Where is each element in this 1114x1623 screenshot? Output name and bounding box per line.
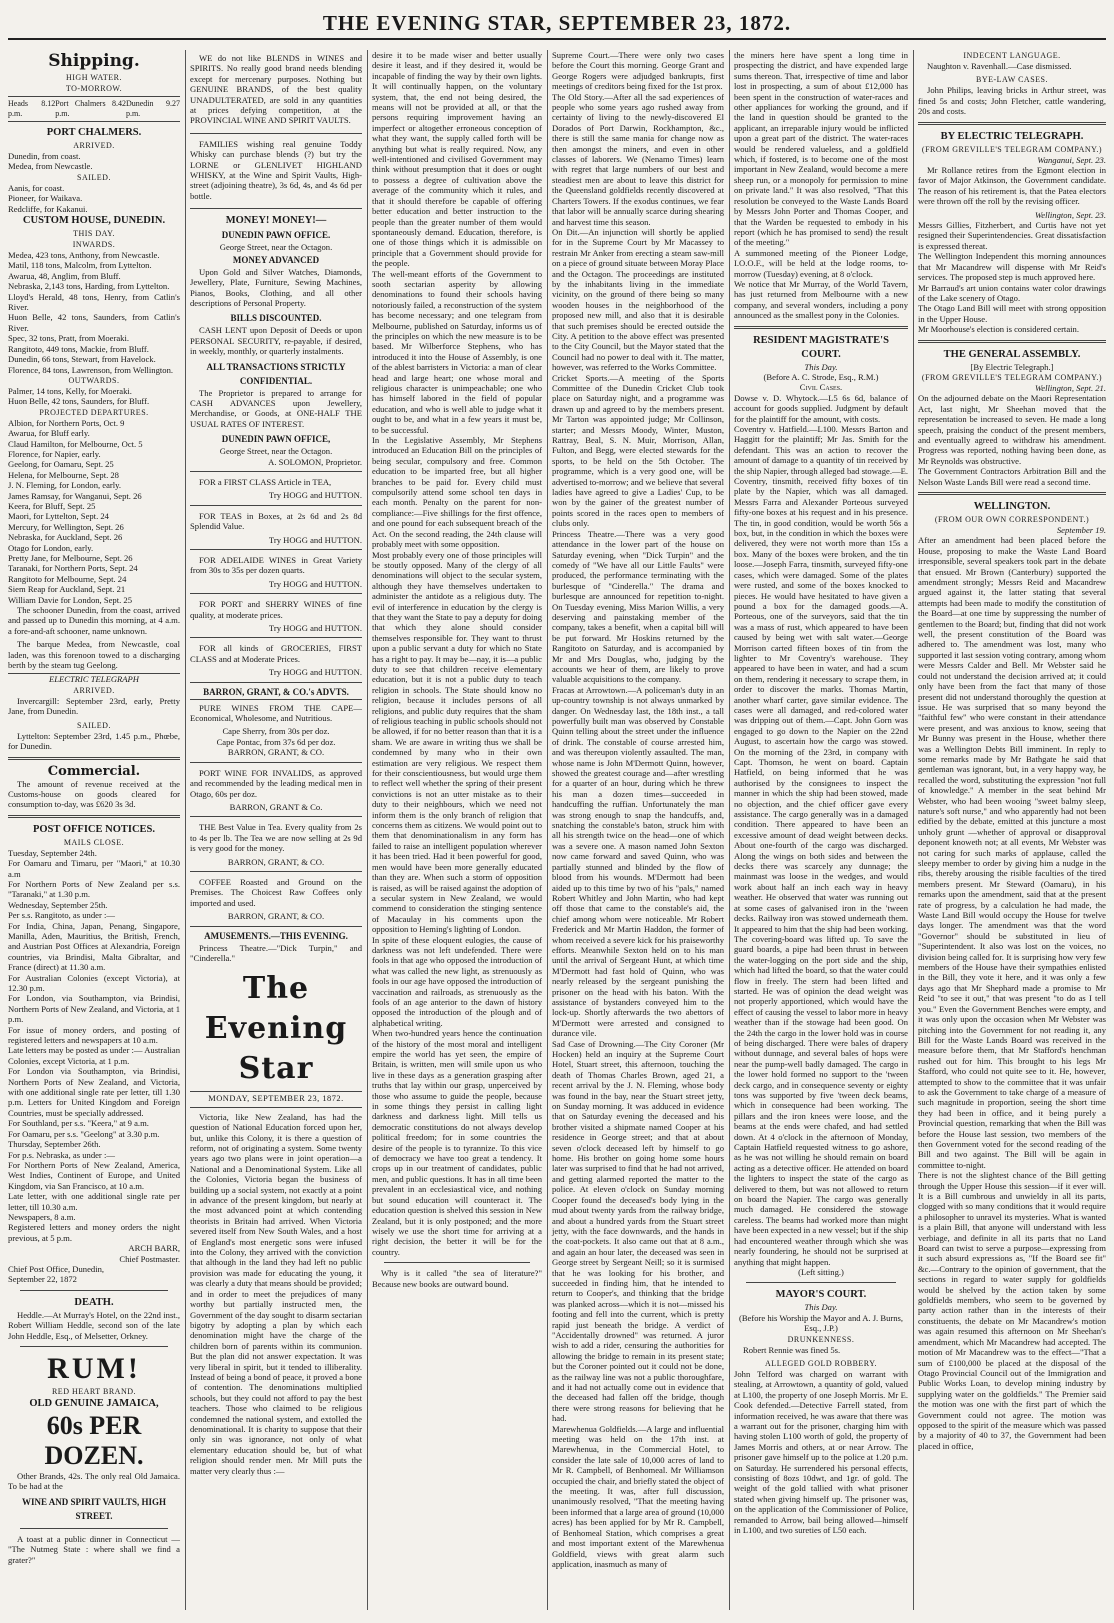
rmc-this-day: This Day. bbox=[804, 361, 838, 372]
high-water-heading: HIGH WATER. bbox=[65, 73, 122, 82]
tide-heads: Heads 8.12 p.m. bbox=[8, 99, 56, 118]
column-4 bbox=[552, 50, 724, 1610]
ga-source: (FROM GREVILLE'S TELEGRAM COMPANY.) bbox=[921, 372, 1103, 382]
outwards-list: Palmer, 14 tons, Kelly, for Moeraki. Huon Belle, 42 tons, Saunders, for Bluff. bbox=[8, 385, 150, 407]
column-5 bbox=[734, 50, 911, 1610]
mayors-before: (Before his Worship the Mayor and A. J. Burns, Esq., J.P.) bbox=[738, 1312, 904, 1334]
amusements-text: Princess Theatre.—"Dick Turpin," and "Cinderella." bbox=[190, 942, 362, 963]
death-heading: DEATH. bbox=[74, 1296, 114, 1308]
groceries-text: FOR all kinds of GROCERIES, FIRST CLASS and at Moderate Prices. bbox=[190, 643, 362, 664]
barron-grant: BARRON, GRANT & Co. bbox=[229, 801, 323, 812]
port-sherry-advert bbox=[190, 596, 362, 638]
projected-departures-list: Albion, for Northern Ports, Oct. 9 Awarua, for Bluff early. Claud Hamilton, for Melbourne, Oct. 5 Florence, for Napier, early. Geelong, for Oamaru, Sept. 25 Helena, for Melbourne, Sept. 28 J. N. Fleming, for London, early. James Ramsay, for Wanganui, Sept. 26 Keera, for Bluff, Sept. 25 Maori, for Lyttelton, Sept. 24 Mercury, for Wellington, Sept. 26 Nebraska, for Auckland, Sept. 26 Otago for London, early. Pretty Jane, for Melbourne, Sept. 26 Taranaki, for Northern Ports, Sept. 24 Rangitoto for Melbourne, Sept. 24 Siem Reap for Auckland, Sept. 21 William Davie for London, Sept. 25 bbox=[8, 417, 143, 605]
indecent-language-label: INDECENT LANGUAGE. bbox=[963, 51, 1061, 60]
column-1 bbox=[8, 50, 180, 1610]
mayors-this-day: This Day. bbox=[804, 1302, 838, 1313]
all-transactions: ALL TRANSACTIONS STRICTLY CONFIDENTIAL. bbox=[206, 361, 346, 386]
el-arrived-text: Invercargill: September 23rd, early, Pretty Jane, from Dunedin. bbox=[8, 695, 180, 717]
newspaper-page bbox=[8, 6, 1106, 1617]
editorial-paragraph: Victoria, like New Zealand, has had the question of National Education forced upon her, but, unlike this Colony, it is there a question of reform, not of originating a system. Some twenty years ago two plans were in joint operation—a National and a Denominational System. Like all the Colonies, Victoria began the business of building up a social system, not exactly at a point in advance of the present kingdom, but nearly at the most advanced point at which contending theorists in Britain had arrived. When Victoria severed itself from New South Wales, and a host of England's most energetic sons were infused into the Colony, they arrived with the conviction that although in the land they had left no public provision was made for educating the young, it was clearly a duty that means should be provided; and in order to meet the prejudices of many worthy but partially instructed men, the Government of the day sought to disarm sectarian bigotry by adopting a plan by which each denomination might have the charge of the children born of parents within its communion. But the plan did not answer expectation. It was very liberal in spirit, but it tended to illiberality. Instead of being a bond of peace, it proved a bone of contention. The denominations multiplied schools, but they could not afford to pay the best teachers. Those who claimed to be religious condemned the national system, and extolled the denominational. It is charity to suppose that their only sin was ignorance, not only of what elementary education should be, but of what religion should render men. Mr Mill puts the matter very clearly thus :— bbox=[190, 1111, 362, 1476]
pawn-office-title-2: DUNEDIN PAWN OFFICE, bbox=[221, 434, 331, 445]
electric-telegraph-heading: ELECTRIC TELEGRAPH bbox=[8, 673, 180, 684]
schooner-paragraph: The schooner Dunedin, from the coast, arrived and passed up to Dunedin this morning, at 4 a.m. a fore-and-aft schooner, name unknown. bbox=[8, 605, 180, 636]
hogg-hutton: Try HOGG and HUTTON. bbox=[268, 490, 362, 501]
divider bbox=[8, 815, 180, 818]
pawn-office-title: DUNEDIN PAWN OFFICE. bbox=[221, 230, 331, 241]
el-sailed-label: SAILED. bbox=[77, 720, 111, 730]
port-wine-advert bbox=[190, 765, 362, 818]
rum-old-genuine: OLD GENUINE JAMAICA, bbox=[29, 1398, 159, 1409]
barron-grant: BARRON, GRANT, & CO. bbox=[227, 747, 325, 758]
wellington-letter: After an amendment had been placed before the House, proposing to make the Waste Land Board irresponsible, several speakers took part in the debate that ensued. Mr Brown (Canterbury) supported the amendment strongly; Messrs Reid and Macandrew argued against it, the latter stating that several attempts had been made to modify the constitution of the Board—at one time by suppressing the number of gentlemen to the Board; but, finding that did not work well, the present constitution of the Board was adhered to. The amendment was lost, many who supported it last session voting contrary, among whom were Messrs Calder and Bell. Mr Webster said he could not understand the decision arrived at; it could only have been from the fact that many of those present did not understand thoroughly the question at issue. He was surprised that so many beyond the "faithful few" who were constant in their attendance were present, and was anxious to know, seeing that Mr Bunny was present in the House, whether there was a Wellington Debts Bill imminent. In reply to some remarks made by Mr Bathgate he said that gentleman was ignorant, but, in a very happy way, he recalled the word, substituting the expression "not full of knowledge." A member in the seat behind Mr Webster, who had been wooing "sweet balmy sleep, nature's soft nurse," and who apparently had not been edified by the debate, emitted at this juncture a most unholy grunt —whether of approval or disapproval deponent knoweth not; at all events, Mr Webster was not caring for such marks of applause, called the sleepy member to order by giving him a nudge in the ribs, thereby arousing the risible faculties of the tired members present. Mr Steward (Oamaru), in his remarks upon the amendment, said that at the present rate of progress, by a calculation he had made, the Waste Land Bill would occupy the House for twelve days longer. The amendment was that the word "Governor" should be substituted in lieu of "Superintendent. It also was lost on the voices, no division being called for. It is surprising how very few members of the House have their sympathies enlisted in the Bill, they vote it here, and it was only a few days ago that Mr Shephard made a promise to Mr Reid "to see it out," that was present "to do as I tell you." Even the Government Benches were empty, and it was only upon the occasion when Mr Webster was pitching into the Government for not reading it, any Bill for the Waste Lands Board was received in the measure before them, that Mr Stafford's henchman rushed out for him. This brought to his legs Mr Stafford, who could not quite see to it. He, however, attempted to show to the committee that it was unfair to ask the Government to take charge of a measure of such magnitude in proportion, seeing the short time they had been in office, and it being purely a Provincial question, remarking that when the Bill was before the House last session, two members of the then Government voted for the second reading of the Bill and two against. The Bill will be again in committee to-night. There is not the slightest chance of the Bill getting through the Upper House this session—if it ever will. It is a Bill cumbrous and unwieldy in all its parts, clogged with so many conditions that it would require a philosopher to unravel its mysteries. What is wanted is a plain Bill, that anyone will understand with less verbiage, and definite in all its parts that no Land Board can twist to serve a purpose—expressing from it such absurd expressions as, "If the Board see fit" &c.—Contrary to the opinion of government, that the sections in regard to water supply for goldfields would be shelved by the action taken by some goldfields members, who seem to be governed by party action rather than in the interests of their constituents, the debate on Mr Macandrew's motion was again resumed this afternoon on Mr Sheehan's amendment, which Mr Macandrew had accepted. The motion of Mr Macandrew was to the effect—"That a sum of £100,000 be placed at the disposal of the Otago Provincial Council out of the Immigration and Public Works Loan, to develop mining industry by supplying water on the goldfields." The Premier said the motion was one with the first part of which the Government could not agree. The motion was opposed to the spirit of the measure which was passed by a majority of 40 to 37, the Government had been placed in office, bbox=[918, 535, 1106, 1451]
ga-by-telegraph: [By Electric Telegraph.] bbox=[970, 361, 1054, 372]
commercial-heading: Commercial. bbox=[47, 763, 141, 779]
column-rule bbox=[547, 50, 548, 1610]
column-rule bbox=[367, 50, 368, 1610]
cape-text: PURE WINES FROM THE CAPE— Economical, Wholesome, and Nutritious. bbox=[190, 702, 362, 724]
el-sailed-text: Lyttelton: September 23rd, 1.45 p.m., Phœbe, for Dunedin. bbox=[8, 730, 180, 752]
pawn-address-2: George Street, near the Octagon. bbox=[219, 446, 333, 457]
column-rule bbox=[185, 50, 186, 1610]
rmc-body: Dowse v. D. Whytock.—L5 6s 6d, balance of account for goods supplied. Judgment by default for the plaintiff for the amount, with costs. Coventry v. Hatfield.—L100. Messrs Barton and Haggitt for the plaintiff; Mr Jas. Smith for the defendant. This was an action to recover the amount of damage to a quantity of tin received by the ship Napier, through alleged bad stowage.—E. Coventry, tinsmith, received fifty boxes of tin plate by the Napier, which was all damaged. Messrs Farra and Alexander Porteous surveyed fifty-one boxes at his request and in his presence. The tin, in good condition, would be worth 56s a box, but, in the condition in which the boxes were delivered, they were not worth more than 15s a box. Many of the boxes were broken, and the tin loose.—Joseph Farra, tinsmith, surveyed fifty-one cases, which were damaged. Some of the plates were rusted, and some of the boxes knocked to pieces. He would have hesitated to have given a pound a box for the damaged goods.—A. Porteous, one of the surveyors, said that the tin was a mass of rust, which appeared to have been caused by being wet with salt water.—George Morrison carted fifteen boxes of tin from the lighter to Mr Coventry's warehouse. They appeared to have been in water, and had a scum on them, rendering it necessary to scrape them, in order to discover the marks. Thomas Martin, another wharf carter, gave similar evidence. The cases were all damaged, and red-colored water was dripping out of them.—Capt. John Gorn was engaged to go down to the Napier on the 22nd August, to ascertain how the cargo was stowed. On the morning of the 23rd, in company with Capt. Thomson, he went on board. Captain Hatfield, on being informed that he was authorised by the consignees to inspect the manner in which the ship had been stowed, made no objection, and the chief officer gave every assistance. The cargo generally was in a damaged condition. There appeared to have been an excessive amount of dead weight between decks. About one-fourth of the cargo was discharged. Along the wings on both sides and between the decks there was scarcely any dunnage; the mainmast was loose in the wedges, and would work about half an inch each way in heavy weather. He observed that water was running out at some cases of galvanised iron in the 'tween decks. Railway iron was stowed underneath them. It appeared to him that the ship had been working. The covering-board was lifted up. To save the guard boards, a pipe had been thrust in between the water-logging on the port side and the ship, which had lifted the board, so that the water could flow in freely. The stern had been lifted and started. He was of opinion the dead weight was not properly apportioned, which would have the effect of causing the vessel to labor more in heavy weather than if the stowage had been good. On the 24th the cargo in the lower hold was in course of being discharged. There were bales of drapery without dunnage, and several bales of hops were near the pump-well badly damaged. The cargo in the lower hold formed no support to the 'tween deck cargo, and in consequence seventy or eighty tons was supported by five 'tween deck beams, which in consequence had been working. The pillars and the iron knees were loose, and the beams at the ends were chafed, and had settled down. At 4 o'clock in the afternoon of Monday, Captain Hatfield requested witness to go ashore, as he was not willing he should remain on board acting as a detective officer. He attended on board the lighters to inspect the state of the cargo as delivered to them, but was not allowed to return on board the Napier. The cargo was generally much damaged. He considered the stowage careless. The beams had worked more than might have been expected in a new vessel; but if the ship had encountered weather through which she was nearly foundering, he should not be surprised at anything that might happen. bbox=[734, 392, 908, 1267]
bye-law-text: John Philips, leaving bricks in Arthur street, was fined 5s and costs; John Fletcher, cattle wandering, 20s and costs. bbox=[918, 85, 1106, 117]
indecent-text: Naughton v. Ravenhall.—Case dismissed. bbox=[927, 61, 1072, 71]
outwards-label: OUTWARDS. bbox=[68, 375, 120, 385]
hogg-hutton: Try HOGG and HUTTON. bbox=[268, 578, 362, 589]
rum-vaults: WINE AND SPIRIT VAULTS, HIGH STREET. bbox=[22, 1496, 166, 1521]
sailed-label: SAILED. bbox=[77, 172, 111, 182]
money-heading: MONEY! MONEY!— bbox=[225, 215, 327, 227]
el-arrived-label: ARRIVED. bbox=[73, 685, 115, 695]
divider bbox=[20, 1346, 168, 1347]
money-advanced: MONEY ADVANCED bbox=[232, 254, 320, 265]
port-wine-text: PORT WINE FOR INVALIDS, as approved and recommended by the leading medical men in Otago, 60s per doz. bbox=[190, 767, 362, 799]
tide-dunedin: Dunedin 9.27 p.m. bbox=[125, 99, 181, 118]
solomon-signature: A. SOLOMON, Proprietor. bbox=[268, 456, 362, 467]
tide-table bbox=[8, 96, 180, 122]
wanganui-dateline: Wanganui, Sept. 23. bbox=[1037, 154, 1106, 165]
newspaper-title: The Evening Star bbox=[204, 971, 348, 1087]
divider bbox=[20, 1528, 168, 1529]
page-masthead: THE EVENING STAR, SEPTEMBER 23, 1872. bbox=[8, 6, 1106, 40]
own-correspondent: (FROM OUR OWN CORRESPONDENT.) bbox=[934, 515, 1090, 524]
barron-heading: BARRON, GRANT, & CO.'s ADVTS. bbox=[190, 685, 362, 700]
by-electric-telegraph-heading: BY ELECTRIC TELEGRAPH. bbox=[940, 130, 1084, 142]
hogg-hutton: Try HOGG and HUTTON. bbox=[268, 623, 362, 634]
families-advert bbox=[190, 136, 362, 209]
shipping-heading: Shipping. bbox=[48, 51, 140, 71]
tea-advert-1 bbox=[190, 474, 362, 506]
coffee-advert bbox=[190, 874, 362, 927]
divider bbox=[918, 340, 1106, 343]
blends-advert bbox=[190, 50, 362, 134]
groceries-advert bbox=[190, 640, 362, 682]
hogg-hutton: Try HOGG and HUTTON. bbox=[268, 534, 362, 545]
inwards-list: Medea, 423 tons, Anthony, from Newcastle. Matil, 118 tons, Malcolm, from Lyttelton. Awarua, 48, Anglim, from Bluff. Nebraska, 2,143 tons, Harding, from Lyttelton. Lloyd's Herald, 48 tons, Henry, from Catlin's River. Huon Belle, 42 tons, Saunders, from Catlin's River. Spec, 32 tons, Pratt, from Moeraki. Rangitoto, 449 tons, Mackie, from Bluff. Dunedin, 66 tons, Stewart, from Havelock. Florence, 84 tons, Lawrenson, from Wellington. bbox=[8, 250, 180, 375]
port-chalmers-heading: PORT CHALMERS. bbox=[46, 127, 142, 138]
local-news-body: Supreme Court.—There were only two cases before the Court this morning. George Grant and George Rogers were adjudged bankrupts, first meetings of creditors being fixed for the 1st prox. The Old Story.—After all the sad experiences of people who some years ago rushed away from certainty of living to the newly-discovered El Dorados of Port Darwin, Rockhampton, &c., there is still the same mania for change now as then amongst the miners, and even in other classes of laborers. We (Nenamo Times) learn with regret that large numbers of our best and steadiest men are about to leave this district for the Queensland goldfields recently discovered at Charters Towers. If the exodus continues, we fear that labor will be annually scarce during shearing and harvest time this season. On Dit.—An injunction will shortly be applied for in the Supreme Court by Mr Macassey to restrain Mr Anker from erecting a steam saw-mill on a piece of ground situate between Moray Place and the Octagon. The proceedings are instituted by the inhabitants living in the immediate vicinity, on the ground of there being so many wooden houses in the neighborhood of the proposed new mill, and also that it is desirable that such premises should be erected outside the City. A petition to the above effect was presented to the City Council, but the Mayor stated that the Council had no power to deal with it. The matter, however, was referred to the Works Committee. Cricket Sports.—A meeting of the Sports Committee of the Dunedin Cricket Club took place on Saturday night, and a programme was drawn up and agreed to by the members present. Mr Tarton was appointed judge; Mr Collinson, starter; and Messrs Moody, Winter, Muston, Rattray, Beal, S. N. Muir, Morrison, Allan, Fulton, and Begg, were elected stewards for the sports, to be held on the 5th October. The programme, which is a very good one, will be advertised to-morrow; and we believe that several ladies have agreed to give a Ladies' Cup, to be won by the gainer of the greatest number of points scored in the races open to members of clubs only. Princess Theatre.—There was a very good attendance in the lower part of the house on Saturday evening, when "Dick Turpin" and the comedy of "We have all our Little Faults" were produced, the performance terminating with the burlesque of "Cinderella." The drama and burlesque are announced for repetition to-night. On Tuesday evening, Miss Marion Willis, a very deserving and painstaking member of the company, takes a benefit, when a capital bill will be put forward. Mr Hoskins returned by the Rangitoto on Saturday, and is accompanied by Mr and Mrs Douglas, who, judging by the accounts we hear of them, are likely to prove valuable acquisitions to the company. Fracas at Arrowtown.—A policeman's duty in an up-country township is not always unmarked by danger. On Wednesday last, the 18th inst., a tall powerfully built man was observed by Constable Quinn telling about the street under the influence of drink. The constable of course arrested him, and was thereupon violently assaulted. The man, whose name is John M'Dermott Quinn, however, showed the greatest courage and—after wrestling for a quarter of an hour, during which he threw his man a dozen times—succeeded in handcuffing the ruffian. Unfortunately the man was strong enough to snap the handcuffs, and, snatching the constable's baton, struck him with all his strength twice on the head—one of which was a severe one. A mason named John Sexton now came forward and saved Quinn, who was partially stunned and blinded by the flow of blood from his wounds. M'Dermott had been aided up to this time by two of his "pals," named Robert Whitley and John Martin, who had kept off those that came to the constable's aid, the chief among whom were noticeable. Mr Robert Frederick and Mr Martin Haddon, the former of whom received a severe kick for his praiseworthy efforts. Meanwhile Sexton held on to his man until the arrival of Sergeant Hunt, at which time M'Dermott had fast hold of Quinn, who was nearly released by the sergeant punishing the prisoner on the head with his baton. With the assistance of bystanders conveyed him to the lock-up. Shortly afterwards the two abettors of M'Dermott were arrested and consigned to durance vile. Sad Case of Drowning.—The City Coroner (Mr Hocken) held an inquiry at the Supreme Court Hotel, Stuart street, this afternoon, touching the death of Thomas Charles Brown, aged 21, a recent arrival by the J. N. Fleming, whose body was found in the bay, near the Stuart street jetty, on Sunday morning. It was adduced in evidence that on Saturday evening the deceased and his brother visited a shipmate named Cooper at his residence in George street; and that at about seven o'clock deceased left by himself to go home. His brother on going home some hours later was surprised to find that he had not arrived, and getting alarmed reported the matter to the police. At eleven o'clock on Sunday morning Cooper found the deceased's body lying in the mud about twenty yards from the railway bridge, and about a hundred yards from the Stuart street jetty, with the face downwards, and the hands in the coat-pockets. It also came out that at 8 a.m., and again an hour later, the deceased was seen in George street by Sergeant Neill; so it is surmised that he was looking for his brother, and succeeded in finding him, that he intended to return to Cooper's, and thinking that the bridge was planked across—which it is not—missed his footing and fell into the current, which is pretty rapid just beneath the bridge. A verdict of "Accidentally drowned" was returned. A juror wish to add a rider, censuring the authorities for allowing the bridge to remain in its present state; but the Coroner pointed out it could not be done, as the railway line was not a public thoroughfare, and it had not actually come out in evidence that the deceased had fallen off the bridge, though there were strong reasons for believing that he had. Marewhenua Goldfields.—A large and influential meeting was held on the 17th inst. at Marewhenua, in the Commercial Hotel, to consider the late sale of 10,000 acres of land to Mr R. Campbell, of Benhomeal. Mr Williamson occupied the chair, and briefly stated the object of the meeting. It was, after full discussion, unanimously resolved, "That the meeting having been informed that a large area of ground (10,000 acres) has been applied for by Mr R. Campbell, of Benhomeal Station, which comprises a great and most important extent of the Marewhenua Goldfield, views with great alarm such application, inasmuch as many of bbox=[552, 50, 724, 1569]
issue-date: MONDAY, SEPTEMBER 23, 1872. bbox=[190, 1091, 362, 1107]
ga-text: On the adjourned debate on the Maori Representation Act, last night, Mr Sheehan moved that the representation be increased to seven. He made a long speech, praising the conduct of the present members, and eventually agreed to withdraw his amendment. Progress was reported, nothing having been done, as Mr Reynolds was obstructive. The Government Contractors Arbitration Bill and the Nelson Waste Lands Bill were read a second time. bbox=[918, 393, 1106, 487]
divider bbox=[8, 757, 180, 760]
rum-text: Other Brands, 42s. The only real Old Jamaica. To be had at the bbox=[8, 1471, 180, 1492]
postmaster-signature: ARCH BARR, Chief Postmaster. bbox=[119, 1243, 180, 1264]
adelaide-wines-text: FOR ADELAIDE WINES in Great Variety from 30s to 35s per dozen quarts. bbox=[190, 555, 362, 576]
pawn-text: Upon Gold and Silver Watches, Diamonds, Jewellery, Plate, Furniture, Sewing Machines, Pianos, Books, Clothing, and all other descriptions of Personal Property. bbox=[190, 266, 362, 308]
evening-star-title bbox=[190, 969, 362, 1089]
wellington-dateline: Wellington, Sept. 23. bbox=[1034, 209, 1106, 220]
divider bbox=[384, 1262, 530, 1263]
editorial-continued: desire it to be made wiser and better usually desire it least, and if they desired it, would be incapable of finding the way by their own lights. It will continually happen, on the voluntary system, that, the end not being desired, the means will not be provided at all, or that the persons requiring improvement having an imperfect or altogether erroneous conception of what they want, the supply called forth will be anything but what is really required. Now, any well-intentioned and civilised Government may think without presumption that it does or ought to possess a degree of cultivation above the average of the community which it rules, and that it should therefore be capable of offering better education and better instruction to the people than the greater number of them would spontaneously demand. Education, therefore, is one of those things which it is admissible on principle that a Government should provide for the people. The well-meant efforts of the Government to sooth sectarian asperity by allowing denominations to found their schools having notoriously failed, a reconstruction of the system has become necessary; and one telegram from Melbourne, published on Saturday, informs us of the principles on which the new measure is to be based. Mr Wilberforce Stephens, who has introduced it into the House of Assembly, is one of the ablest barristers in Victoria: a man of clear head and large heart; one whose moral and religious character is unimpeachable; one who has himself labored in the field of popular education, and who is well able to judge what it ought to be, and what in a few years it must be, to be successful. In the Legislative Assembly, Mr Stephens introduced an Education Bill on the principles of being secular, compulsory and free. Common education to be imparted free, but all higher branches to be paid for. Every child must compulsorily attend some school ten days in each month. Penalty on the parent for non-compliance:—Five shillings for the first offence, and one pound for each subsequent breach of the Act. On the second reading, the 24th clause will probably meet with some opposition. Most probably every one of those principles will be stoutly opposed. Many of the clergy of all denominations will object to the secular system, although they have themselves undertaken to administer the antidote as a religious duty. The evil of interference in education by the clergy is that they want the State to pay a deputy for doing that which they alone should consider themselves responsible for. They want to thrust upon a public servant a duty for which no State has a right to pay. It may be—nay, it is—a public duty to see that children receive elementary education, but it is not a public duty to teach religion in schools. The State should know no religion, because it includes persons of all religions, and public duty requires that the sham of religious teaching in public schools should not be allowed, if for no better reason than that it is a sham. We are aware in writing thus we shall be condemned by many who in their own estimation are very religious. We respect them for their conscientiousness, but would urge them to reflect well whether the spring of their present convictions is not an utter mistake as to their duty to their neighbours, which we need not inform them is the only branch of religion that concerns them as citizens. We would point out to them that denominationalism in any form has failed to raise an intelligent population wherever it has been tried. Had it been powerful for good, men would have been more generally educated than they are. When such a storm of opposition is raised, as will be raised against the adoption of a secular system in New Zealand, we would commend to consideration the stinging sentence of Macaulay in his comments upon the opposition to Heming's lighting of London. In spite of these eloquent eulogies, the cause of darkness was not left undefended. There were fools in that age who opposed the introduction of what was called the new light, as strenuously as fools in our age have opposed the introduction of vaccination and railroads, as strenuously as the fools of an age anterior to the dawn of history opposed the introduction of the plough and of alphabetical writing. When two-hundred years hence the continuation of the history of the most moral and intelligent empire the world has yet seen, the empire of Britain, is written, men will smile upon us who live in these days as a generation grasping after truths that lay within our grasp, unperceived by those who assume to guide the people, because in some things they persist in calling light darkness and darkness light. Mill tells us democratic constitutions do not always develop political freedom; for in some countries the desire of the people is to tyrannize. To this vice of democracy we have too great a tendency. It crops up in our treatment of candidates, public men, and public questions. It has in all time been prevalent in an ecclesiastical vice, and nothing but sound education will counteract it. The education question is shelved this session in New Zealand, but it is only postponed; and the more wisely we use the short time for arriving at a right decision, the better it will be for the country. bbox=[372, 50, 542, 1257]
rum-heading: RUM! bbox=[47, 1352, 141, 1385]
bills-discounted: BILLS DISCOUNTED. bbox=[230, 313, 322, 324]
arrived-list: Dunedin, from coast. Medea, from Newcastle. bbox=[8, 151, 93, 172]
civil-cases-label: Civil Cases. bbox=[799, 382, 843, 393]
divider bbox=[918, 492, 1106, 495]
this-day-label: THIS DAY. bbox=[73, 229, 115, 239]
pawn-text-3: The Proprietor is prepared to arrange for CASH ADVANCES upon Jewellery, Merchandise, or Goods, at ONE-HALF THE USUAL RATES OF INTEREST. bbox=[190, 387, 362, 429]
tomorrow-label: TO-MORROW. bbox=[65, 84, 123, 93]
adelaide-wines-advert bbox=[190, 552, 362, 594]
barque-paragraph: The barque Medea, from Newcastle, coal laden, was this forenoon towed to a discharging berth by the steam tug Geelong. bbox=[8, 639, 180, 671]
column-6 bbox=[918, 50, 1106, 1610]
post-office-heading: POST OFFICE NOTICES. bbox=[32, 823, 156, 835]
death-notice: Heddle.—At Murray's Hotel, on the 22nd inst., Robert William Heddle, second son of the late John Heddle, Esq., of Melsetter, Orkney. bbox=[8, 1309, 180, 1341]
mayors-body: John Telford was charged on warrant with stealing, at Arrowtown, a quantity of gold, valued at L100, the property of one Joseph Morris. Mr E. Cook defended.—Detective Farrell stated, from information received, he was aware that there was a warrant out for the prisoner, charging him with having stolen L100 worth of gold, the property of James Morris and others, at or near Arrow. The prisoner gave himself up to the police at 1.20 p.m. on Saturday. He surrendered his personal effects, consisting of 8ozs 10dwt, and 1gr. of gold. The weight of the gold tallied with what prisoner stated when giving himself up. The prisoner was, on the application of the Commissioner of Police, remanded to Arrow, bail being allowed—himself in L100, and two sureties of L50 each. bbox=[734, 1368, 911, 1536]
families-text: FAMILIES wishing real genuine Toddy Whisky can purchase blends (?) but try the LORNE or GLENLIVET HIGHLAND WHISKY, at the Wine and Spirit Vaults, High-street (adjoining theatre), 3s 6d, 4s, and 4s 6d per bottle. bbox=[190, 138, 362, 201]
tea-advert-2 bbox=[190, 508, 362, 550]
hogg-hutton: Try HOGG and HUTTON. bbox=[268, 667, 362, 678]
divider bbox=[734, 326, 908, 329]
coffee-text: COFFEE Roasted and Ground on the Premises. The Choicest Raw Coffees only imported and used. bbox=[190, 876, 362, 908]
bye-law-label: BYE-LAW CASES. bbox=[976, 75, 1048, 85]
rum-brand: RED HEART BRAND. bbox=[51, 1387, 137, 1396]
projected-departures-label: PROJECTED DEPARTURES. bbox=[39, 407, 149, 417]
amusements-heading: AMUSEMENTS.—THIS EVENING. bbox=[204, 930, 348, 941]
alleged-robbery-label: ALLEGED GOLD ROBBERY. bbox=[765, 1358, 877, 1368]
divider bbox=[20, 1290, 168, 1291]
column-rule bbox=[729, 50, 730, 1610]
barron-grant: BARRON, GRANT, & CO. bbox=[227, 856, 325, 867]
tea-advert-3 bbox=[190, 819, 362, 872]
divider bbox=[918, 122, 1106, 125]
wanganui-text: Mr Rollance retires from the Egmont election in favor of Major Atkinson, the Government candidate. The reason of his retirement is, that the Patea electors were thrown off the roll by the revising officer. bbox=[918, 165, 1106, 207]
inwards-label: INWARDS. bbox=[72, 240, 116, 250]
goldfields-continued: the miners here have spent a long time in prospecting the district, and have expended large sums thereon. That, irrespective of time and labor lost in prospecting, a sum of about £12,000 has been spent in the construction of water-races and other appliances for working the ground, and if the land in question should be granted to the applicant, an irreparable injury would be inflicted upon a great part of the district. The water-races would be rendered valueless, and a goldfield which, if fostered, is to become one of the most important in New Zealand, would become a mere sheep run, or a monopoly for permission to mine on private land." It was also resolved, "That this resolution be conveyed to the Waste Lands Board by Messrs John Porter and Thomas Cooper, and that the Warden be requested to embody in his report (which he has promised to send) the result of the meeting." A summoned meeting of the Pioneer Lodge, I.O.O.F., will be held at the lodge rooms, to-morrow (Tuesday) evening, at 8 o'clock. We notice that Mr Murray, of the World Tavern, has just returned from Melbourne with a new company, and several wonders, including a pony announced as the smallest pony in the Colonies. bbox=[734, 50, 908, 321]
wellington-text: Messrs Gillies, Fitzherbert, and Curtis have not yet resigned their Superintendencies. Great dissatisfaction is expressed thereat. The Wellington Independent this morning announces that Mr Macandrew will dispense with Mr Reid's services. The proposed step is much approved here. Mr Barraud's art union contains water color drawings of the Lake scenery of Otago. The Otago Land Bill will meet with strong opposition in the Upper House. Mr Moorhouse's election is considered certain. bbox=[918, 220, 1106, 335]
cape-wines-advert bbox=[190, 700, 362, 763]
rum-price: 60s PER DOZEN. bbox=[44, 1411, 144, 1470]
why-paragraph: Why is it called "the sea of literature?" Because new books are outward bound. bbox=[372, 1268, 542, 1289]
resident-magistrate-heading: RESIDENT MAGISTRATE'S COURT. bbox=[753, 334, 889, 360]
post-office-date: Chief Post Office, Dunedin, September 22, 1872 bbox=[8, 1263, 105, 1285]
pawn-address: George Street, near the Octagon. bbox=[219, 242, 333, 253]
mails-close-label: MAILS CLOSE. bbox=[63, 837, 125, 847]
tea-text-1: FOR a FIRST CLASS Article in TEA, bbox=[199, 476, 332, 487]
commercial-text: The amount of revenue received at the Customs-house on goods cleared for consumption to-day, was £620 3s 3d. bbox=[8, 778, 180, 810]
left-sitting: (Left sitting.) bbox=[798, 1266, 844, 1277]
own-dateline: September 19. bbox=[1056, 525, 1106, 535]
rmc-before: (Before A. C. Strode, Esq., R.M.) bbox=[763, 371, 879, 382]
sailed-list: Aanis, for coast. Pioneer, for Waikava. Redcliffe, for Kakanui. bbox=[8, 182, 88, 214]
greville-source: (FROM GREVILLE'S TELEGRAM COMPANY.) bbox=[921, 144, 1103, 154]
tea-text-3: THE Best Value in Tea. Every quality from 2s to 4s per lb. The Tea we are now selling at 2s 9d is very good for the money. bbox=[190, 822, 362, 854]
drunkenness-text: Robert Rennie was fined 5s. bbox=[743, 1344, 841, 1355]
toast-paragraph: A toast at a public dinner in Connecticut — "The Nutmeg State : where shall we find a grater?" bbox=[8, 1533, 180, 1565]
column-2 bbox=[190, 50, 362, 1610]
drunkenness-label: DRUNKENNESS. bbox=[787, 1334, 855, 1344]
general-assembly-heading: THE GENERAL ASSEMBLY. bbox=[943, 348, 1081, 360]
pawn-office-advert bbox=[190, 211, 362, 472]
column-rule bbox=[913, 50, 914, 1610]
divider bbox=[746, 1282, 896, 1283]
mayors-court-heading: MAYOR'S COURT. bbox=[775, 1289, 867, 1301]
post-office-schedule: Tuesday, September 24th. For Oamaru and Timaru, per "Maori," at 10.30 a.m For Northern Ports of New Zealand per s.s. "Taranaki," at 1.30 p.m. Wednesday, September 25th. Per s.s. Rangitoto, as under :— For India, China, Japan, Penang, Singapore, Manilla, Aden, Mauritius, the British, French, and Austrian Post Offices at Alexandria, Foreign countries, via Brindisi, Malta Gibraltar, and France (direct) at 11.30 a.m. For Australian Colonies (except Victoria), at 12.30 p.m. For London, via Southampton, via Brindisi, Northern Ports of New Zealand, and Victoria, at 1 p.m. For issue of money orders, and posting of registered letters and newspapers at 10 a.m. Late letters may be posted as under :— Australian Colonies, except Victoria, at 1 p.m. For London via Southampton, via Brindisi, Northern Ports of New Zealand, and Victoria, with one additional single rate per letter, till 1.30 p.m. Letters for United Kingdom and Foreign Countries, must be specially addressed. For Southland, per s.s. "Keera," at 9 a.m. For Oamaru, per s.s. "Geelong" at 3.30 p.m. Thursday, September 26th. For p.s. Nebraska, as under :— For Northern Ports of New Zealand, America, West Indies, Continent of Europe, and United Kingdom, via San Francisco, at 10 a.m. Late letter, with one additional single rate per letter, till 10.30 a.m. Newspapers, 8 a.m. Registered letters and money orders the night previous, at 5 p.m. bbox=[8, 847, 180, 1243]
wellington-heading: WELLINGTON. bbox=[973, 501, 1051, 512]
barron-grant: BARRON, GRANT, & CO. bbox=[227, 911, 325, 922]
arrived-label: ARRIVED. bbox=[73, 141, 115, 150]
blends-text: WE do not like BLENDS in WINES and SPIRITS. No really good brand needs blending except for mercenary purposes. Nothing but GENUINE BRANDS, of the best quality UNADULTERATED, are sold in any quantities at prices defying competition, at the PROVINCIAL WINE AND SPIRIT VAULTS. bbox=[190, 53, 362, 126]
port-sherry-text: FOR PORT and SHERRY WINES of fine quality, at moderate prices. bbox=[190, 599, 362, 620]
custom-house-heading: CUSTOM HOUSE, DUNEDIN. bbox=[22, 215, 166, 227]
tea-text-2: FOR TEAS in Boxes, at 2s 6d and 2s 8d Splendid Value. bbox=[190, 510, 362, 532]
ga-dateline: Wellington, Sept. 21. bbox=[1034, 382, 1106, 393]
tide-port-chalmers: Port Chalmers 8.42 p.m. bbox=[55, 99, 126, 118]
pawn-text-2: CASH LENT upon Deposit of Deeds or upon PERSONAL SECURITY, re-payable, if desired, in weekly, monthly, or quarterly instalments. bbox=[190, 325, 362, 357]
cape-prices: Cape Sherry, from 30s per doz. Cape Pontac, from 37s 6d per doz. bbox=[216, 726, 336, 747]
column-3 bbox=[372, 50, 542, 1610]
